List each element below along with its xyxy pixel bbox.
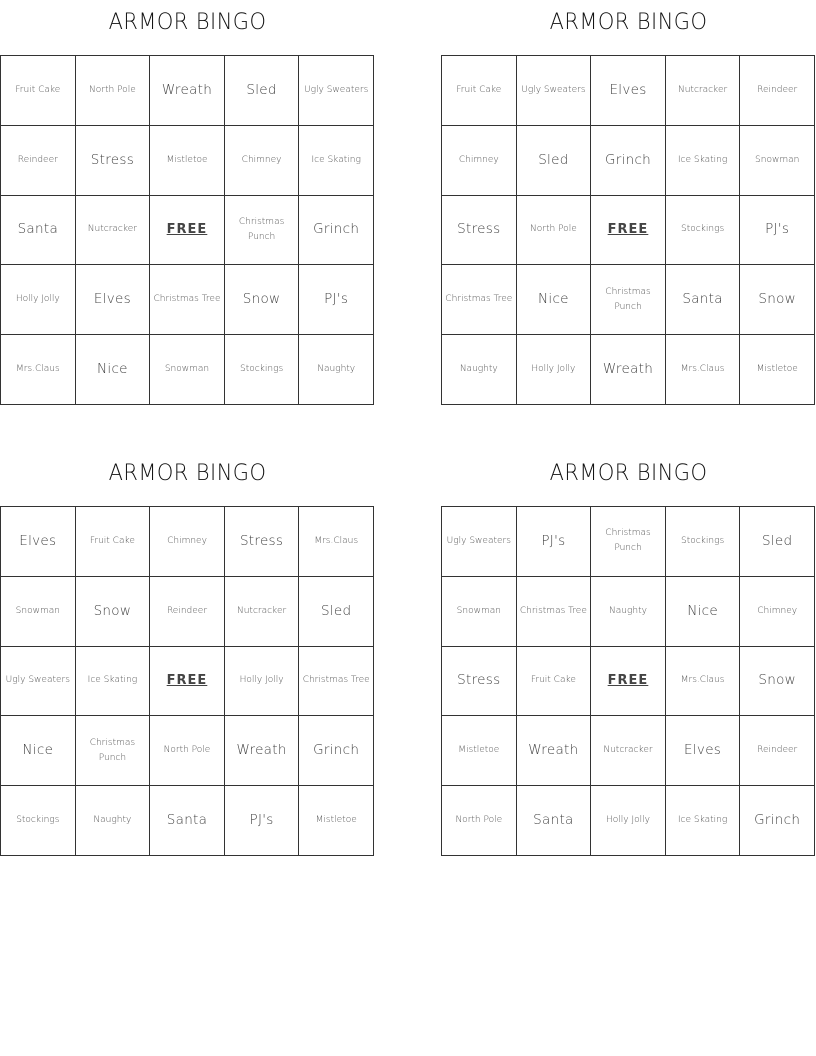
bingo-cell: Nutcracker <box>666 56 741 126</box>
bingo-cell: Christmas Punch <box>591 265 666 335</box>
bingo-cell: Fruit Cake <box>1 56 76 126</box>
bingo-cell: Wreath <box>225 716 300 786</box>
bingo-cell: Ice Skating <box>666 786 741 856</box>
bingo-cell: Fruit Cake <box>442 56 517 126</box>
bingo-cell: Holly Jolly <box>517 335 592 405</box>
bingo-cell: Nutcracker <box>591 716 666 786</box>
card-title: ARMOR BINGO <box>108 10 267 35</box>
bingo-cell: Snowman <box>740 126 815 196</box>
bingo-cell: North Pole <box>442 786 517 856</box>
bingo-cell: Naughty <box>442 335 517 405</box>
bingo-grid <box>0 55 374 405</box>
bingo-cell: Naughty <box>591 577 666 647</box>
bingo-cell: Ugly Sweaters <box>517 56 592 126</box>
bingo-cell: Elves <box>1 507 76 577</box>
bingo-cell: Ice Skating <box>666 126 741 196</box>
bingo-cell: Chimney <box>442 126 517 196</box>
bingo-cell: Mistletoe <box>299 786 374 856</box>
bingo-cell: Nice <box>1 716 76 786</box>
bingo-cell: Ice Skating <box>76 647 151 717</box>
bingo-cell: Ugly Sweaters <box>299 56 374 126</box>
bingo-cell: Mistletoe <box>150 126 225 196</box>
bingo-cell: Mistletoe <box>740 335 815 405</box>
free-space-cell: FREE <box>591 647 666 717</box>
card-title: ARMOR BINGO <box>108 461 267 486</box>
bingo-cell: Mrs.Claus <box>1 335 76 405</box>
bingo-cell: PJ's <box>740 196 815 266</box>
bingo-cell: Stress <box>225 507 300 577</box>
bingo-cell: Santa <box>1 196 76 266</box>
bingo-cell: Stockings <box>1 786 76 856</box>
free-space-cell: FREE <box>150 647 225 717</box>
bingo-cell: Reindeer <box>1 126 76 196</box>
bingo-cell: Holly Jolly <box>1 265 76 335</box>
bingo-cell: North Pole <box>517 196 592 266</box>
bingo-cell: Stress <box>442 647 517 717</box>
bingo-cell: Christmas Tree <box>150 265 225 335</box>
free-space-cell: FREE <box>150 196 225 266</box>
bingo-cell: Santa <box>666 265 741 335</box>
bingo-cell: Christmas Tree <box>517 577 592 647</box>
bingo-cell: Mistletoe <box>442 716 517 786</box>
bingo-cell: Mrs.Claus <box>666 335 741 405</box>
bingo-cell: Reindeer <box>150 577 225 647</box>
bingo-cell: Chimney <box>150 507 225 577</box>
bingo-cell: Chimney <box>740 577 815 647</box>
bingo-cell: Elves <box>666 716 741 786</box>
bingo-cell: Mrs.Claus <box>666 647 741 717</box>
bingo-cell: Santa <box>150 786 225 856</box>
bingo-cell: Stockings <box>225 335 300 405</box>
bingo-cell: PJ's <box>517 507 592 577</box>
bingo-cell: Stockings <box>666 196 741 266</box>
bingo-cell: Snow <box>740 647 815 717</box>
bingo-cell: Wreath <box>517 716 592 786</box>
bingo-cell: Christmas Punch <box>76 716 151 786</box>
bingo-grid <box>0 506 374 856</box>
free-space-cell: FREE <box>591 196 666 266</box>
bingo-cell: Wreath <box>591 335 666 405</box>
bingo-cell: Holly Jolly <box>225 647 300 717</box>
bingo-cell: Holly Jolly <box>591 786 666 856</box>
bingo-cell: Christmas Tree <box>299 647 374 717</box>
bingo-cell: Christmas Tree <box>442 265 517 335</box>
bingo-cell: PJ's <box>225 786 300 856</box>
bingo-cell: Snowman <box>442 577 517 647</box>
bingo-cell: Sled <box>740 507 815 577</box>
bingo-cell: Ugly Sweaters <box>442 507 517 577</box>
bingo-cell: Chimney <box>225 126 300 196</box>
bingo-cell: Nice <box>666 577 741 647</box>
bingo-cell: Snowman <box>1 577 76 647</box>
bingo-cell: Stress <box>76 126 151 196</box>
bingo-cell: Reindeer <box>740 716 815 786</box>
bingo-cell: Nutcracker <box>225 577 300 647</box>
card-title: ARMOR BINGO <box>549 10 708 35</box>
bingo-cell: Stockings <box>666 507 741 577</box>
bingo-cell: Elves <box>591 56 666 126</box>
bingo-cell: Ugly Sweaters <box>1 647 76 717</box>
bingo-cell: Snow <box>740 265 815 335</box>
bingo-cell: Fruit Cake <box>76 507 151 577</box>
bingo-cell: North Pole <box>150 716 225 786</box>
bingo-grid <box>441 506 815 856</box>
bingo-cell: Christmas Punch <box>225 196 300 266</box>
bingo-cell: Sled <box>299 577 374 647</box>
bingo-cell: Snow <box>225 265 300 335</box>
bingo-grid <box>441 55 815 405</box>
bingo-cell: Ice Skating <box>299 126 374 196</box>
bingo-cell: Grinch <box>299 196 374 266</box>
bingo-cell: Mrs.Claus <box>299 507 374 577</box>
bingo-cell: Fruit Cake <box>517 647 592 717</box>
bingo-cell: Naughty <box>299 335 374 405</box>
bingo-cell: Reindeer <box>740 56 815 126</box>
bingo-cell: Grinch <box>740 786 815 856</box>
bingo-cell: Grinch <box>591 126 666 196</box>
bingo-cell: Christmas Punch <box>591 507 666 577</box>
bingo-cell: Nice <box>517 265 592 335</box>
bingo-cell: Sled <box>225 56 300 126</box>
bingo-cell: Stress <box>442 196 517 266</box>
bingo-cell: Nutcracker <box>76 196 151 266</box>
bingo-cell: Nice <box>76 335 151 405</box>
bingo-cell: Elves <box>76 265 151 335</box>
bingo-cell: Santa <box>517 786 592 856</box>
bingo-cell: Naughty <box>76 786 151 856</box>
card-title: ARMOR BINGO <box>549 461 708 486</box>
bingo-cell: Grinch <box>299 716 374 786</box>
bingo-cell: Wreath <box>150 56 225 126</box>
bingo-cell: Snowman <box>150 335 225 405</box>
bingo-cell: North Pole <box>76 56 151 126</box>
bingo-cell: Snow <box>76 577 151 647</box>
bingo-cell: PJ's <box>299 265 374 335</box>
bingo-cell: Sled <box>517 126 592 196</box>
